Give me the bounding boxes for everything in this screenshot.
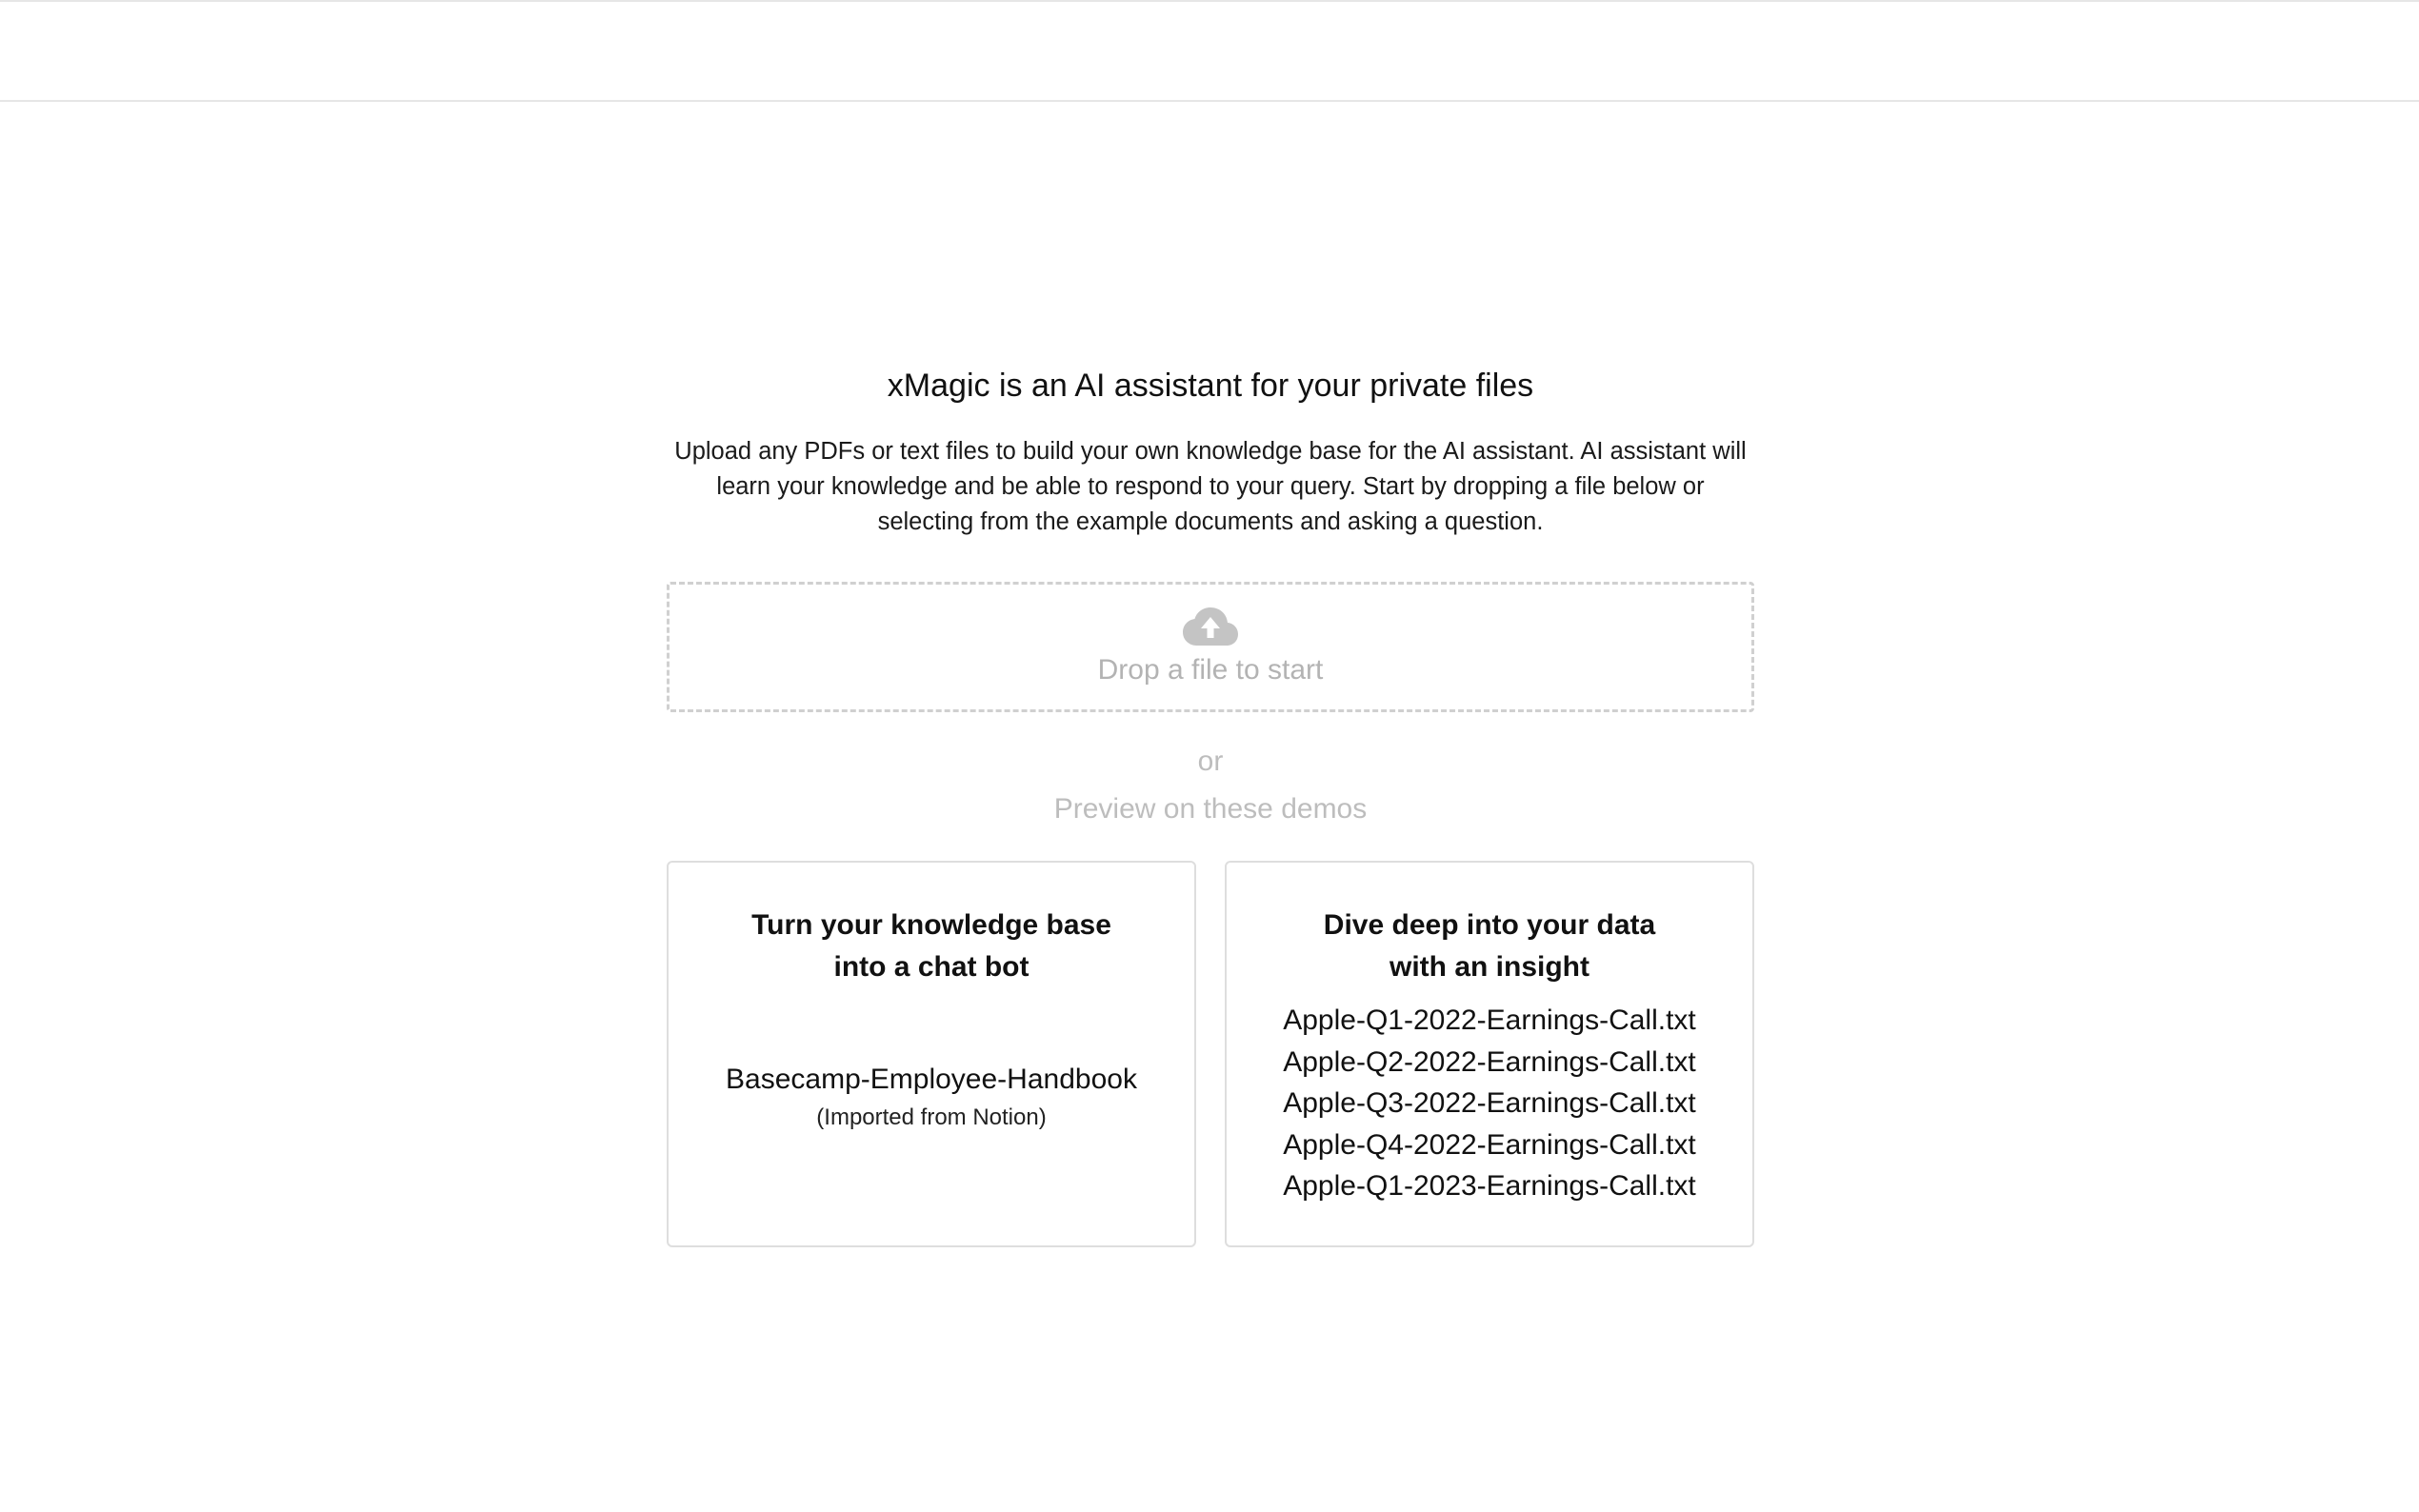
page-title: xMagic is an AI assistant for your private files: [887, 368, 1534, 404]
demo-card-title-line: Dive deep into your data: [1323, 909, 1656, 941]
top-bar: [0, 0, 2419, 102]
demo-file-item: Apple-Q1-2022-Earnings-Call.txt: [1283, 1005, 1696, 1036]
demo-cards: [667, 861, 1754, 1247]
demo-card-title: [1227, 905, 1752, 988]
demo-card-insight[interactable]: [1225, 861, 1754, 1247]
demo-card-title-line: with an insight: [1389, 951, 1589, 983]
demo-file-item: Apple-Q4-2022-Earnings-Call.txt: [1283, 1128, 1696, 1161]
or-divider-text: or: [1197, 746, 1224, 777]
main-content: [667, 362, 1754, 1247]
cloud-upload-icon: [1182, 606, 1239, 647]
dropzone-label: Drop a file to start: [1097, 653, 1324, 686]
file-dropzone[interactable]: [667, 582, 1754, 712]
demo-file-item: Apple-Q2-2022-Earnings-Call.txt: [1283, 1045, 1696, 1078]
demo-card-title-line: Turn your knowledge base: [751, 909, 1111, 941]
demo-card-title: [669, 905, 1194, 988]
demo-card-chat-bot[interactable]: [667, 861, 1196, 1247]
demo-document-note: (Imported from Notion): [816, 1104, 1047, 1130]
preview-demos-label: Preview on these demos: [1053, 793, 1368, 825]
demo-card-title-line: into a chat bot: [833, 951, 1030, 983]
demo-file-item: Apple-Q1-2023-Earnings-Call.txt: [1283, 1170, 1696, 1202]
demo-file-item: Apple-Q3-2022-Earnings-Call.txt: [1283, 1087, 1696, 1119]
page-description: Upload any PDFs or text files to build your own knowledge base for the AI assistant. AI assistant will learn your knowledge and be able to respond to your query. Start by dropping a file below or selecting from the example documents and asking a question.: [674, 438, 1747, 535]
demo-file-list: [1227, 1000, 1752, 1207]
demo-document-name: Basecamp-Employee-Handbook: [726, 1064, 1137, 1095]
